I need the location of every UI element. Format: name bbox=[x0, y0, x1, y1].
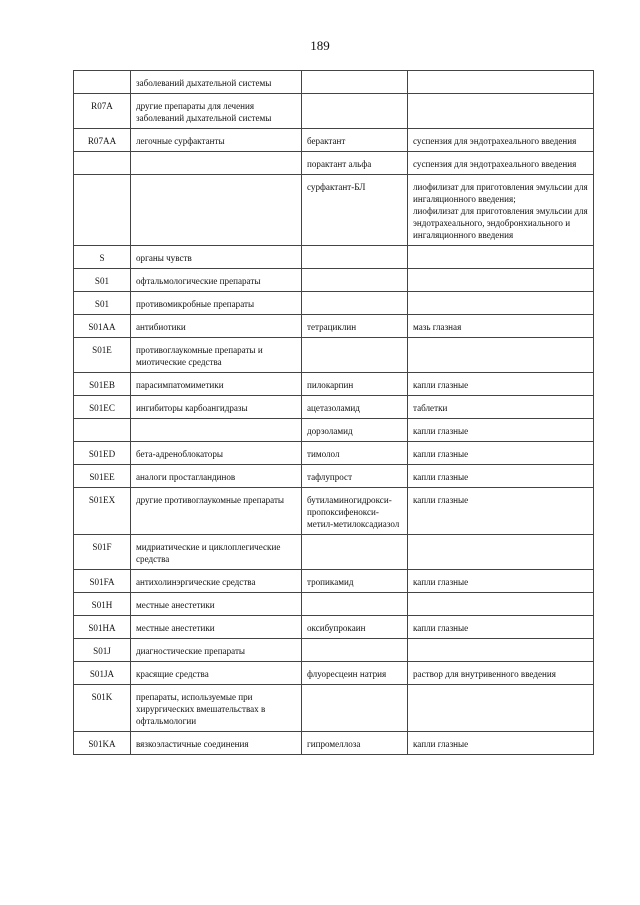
group-name-cell: противомикробные препараты bbox=[131, 292, 302, 315]
table-row bbox=[74, 732, 594, 755]
table-row bbox=[74, 535, 594, 570]
dosage-form-cell bbox=[408, 292, 594, 315]
dosage-form-cell bbox=[408, 593, 594, 616]
atc-code-cell bbox=[74, 152, 131, 175]
atc-code-cell: R07A bbox=[74, 94, 131, 129]
table-row bbox=[74, 94, 594, 129]
drug-name-cell: ацетазоламид bbox=[302, 396, 408, 419]
group-name-cell: аналоги простагландинов bbox=[131, 465, 302, 488]
group-name-cell: ингибиторы карбоангидразы bbox=[131, 396, 302, 419]
atc-code-cell: S01AA bbox=[74, 315, 131, 338]
group-name-cell: местные анестетики bbox=[131, 593, 302, 616]
table-row bbox=[74, 488, 594, 535]
page-number: 189 bbox=[310, 38, 330, 53]
dosage-form-cell bbox=[408, 639, 594, 662]
dosage-form-cell: капли глазные bbox=[408, 465, 594, 488]
table-row bbox=[74, 373, 594, 396]
atc-code-cell: S01KA bbox=[74, 732, 131, 755]
group-name-cell: другие препараты для лечения заболеваний дыхательной системы bbox=[131, 94, 302, 129]
atc-code-cell: S01EC bbox=[74, 396, 131, 419]
atc-code-cell: S01EE bbox=[74, 465, 131, 488]
atc-code-cell: S01 bbox=[74, 269, 131, 292]
atc-code-cell: S01ED bbox=[74, 442, 131, 465]
drug-name-cell: оксибупрокаин bbox=[302, 616, 408, 639]
table-row bbox=[74, 71, 594, 94]
dosage-form-cell: таблетки bbox=[408, 396, 594, 419]
group-name-cell: антибиотики bbox=[131, 315, 302, 338]
table-row bbox=[74, 419, 594, 442]
atc-code-cell: S01FA bbox=[74, 570, 131, 593]
atc-code-cell: S01EX bbox=[74, 488, 131, 535]
drug-name-cell: берактант bbox=[302, 129, 408, 152]
group-name-cell: офтальмологические препараты bbox=[131, 269, 302, 292]
medication-table bbox=[73, 70, 594, 755]
drug-name-cell: дорзоламид bbox=[302, 419, 408, 442]
table-row bbox=[74, 315, 594, 338]
dosage-form-cell bbox=[408, 685, 594, 732]
drug-name-cell bbox=[302, 292, 408, 315]
drug-name-cell bbox=[302, 94, 408, 129]
atc-code-cell: S01K bbox=[74, 685, 131, 732]
atc-code-cell: S01JA bbox=[74, 662, 131, 685]
group-name-cell: противоглаукомные препараты и миотические средства bbox=[131, 338, 302, 373]
group-name-cell: бета-адреноблокаторы bbox=[131, 442, 302, 465]
dosage-form-cell: мазь глазная bbox=[408, 315, 594, 338]
drug-name-cell: тетрациклин bbox=[302, 315, 408, 338]
group-name-cell bbox=[131, 152, 302, 175]
atc-code-cell bbox=[74, 175, 131, 246]
table-row bbox=[74, 269, 594, 292]
dosage-form-cell bbox=[408, 269, 594, 292]
drug-name-cell bbox=[302, 269, 408, 292]
atc-code-cell: S01E bbox=[74, 338, 131, 373]
atc-code-cell: S01F bbox=[74, 535, 131, 570]
dosage-form-cell: суспензия для эндотрахеального введения bbox=[408, 152, 594, 175]
drug-name-cell bbox=[302, 639, 408, 662]
dosage-form-cell: капли глазные bbox=[408, 732, 594, 755]
group-name-cell: заболеваний дыхательной системы bbox=[131, 71, 302, 94]
table-row bbox=[74, 465, 594, 488]
dosage-form-cell: раствор для внутривенного введения bbox=[408, 662, 594, 685]
atc-code-cell: R07AA bbox=[74, 129, 131, 152]
dosage-form-cell: лиофилизат для приготовления эмульсии для ингаляционного введения; лиофилизат для приготовления эмульсии для эндотрахеального, эндобронхиального и ингаляционного введения bbox=[408, 175, 594, 246]
dosage-form-cell bbox=[408, 535, 594, 570]
group-name-cell: антихолинэргические средства bbox=[131, 570, 302, 593]
group-name-cell: вязкоэластичные соединения bbox=[131, 732, 302, 755]
table-row bbox=[74, 175, 594, 246]
atc-code-cell: S01HA bbox=[74, 616, 131, 639]
dosage-form-cell bbox=[408, 338, 594, 373]
table-row bbox=[74, 570, 594, 593]
drug-name-cell: порактант альфа bbox=[302, 152, 408, 175]
drug-name-cell: сурфактант-БЛ bbox=[302, 175, 408, 246]
drug-name-cell: тимолол bbox=[302, 442, 408, 465]
group-name-cell: препараты, используемые при хирургических вмешательствах в офтальмологии bbox=[131, 685, 302, 732]
dosage-form-cell: капли глазные bbox=[408, 616, 594, 639]
drug-name-cell bbox=[302, 71, 408, 94]
group-name-cell: другие противоглаукомные препараты bbox=[131, 488, 302, 535]
atc-code-cell: S01EB bbox=[74, 373, 131, 396]
dosage-form-cell: капли глазные bbox=[408, 419, 594, 442]
drug-name-cell bbox=[302, 593, 408, 616]
group-name-cell bbox=[131, 175, 302, 246]
atc-code-cell bbox=[74, 71, 131, 94]
atc-code-cell: S01H bbox=[74, 593, 131, 616]
table-row bbox=[74, 129, 594, 152]
dosage-form-cell bbox=[408, 71, 594, 94]
table-row bbox=[74, 616, 594, 639]
table-row bbox=[74, 152, 594, 175]
atc-code-cell: S01 bbox=[74, 292, 131, 315]
table-row bbox=[74, 442, 594, 465]
dosage-form-cell: капли глазные bbox=[408, 488, 594, 535]
group-name-cell: мидриатические и циклоплегические средства bbox=[131, 535, 302, 570]
group-name-cell bbox=[131, 419, 302, 442]
dosage-form-cell bbox=[408, 94, 594, 129]
table-row bbox=[74, 639, 594, 662]
table-row bbox=[74, 246, 594, 269]
drug-name-cell bbox=[302, 685, 408, 732]
drug-name-cell bbox=[302, 246, 408, 269]
drug-name-cell: тафлупрост bbox=[302, 465, 408, 488]
dosage-form-cell: капли глазные bbox=[408, 442, 594, 465]
medication-table-body bbox=[74, 71, 594, 755]
group-name-cell: парасимпатомиметики bbox=[131, 373, 302, 396]
drug-name-cell bbox=[302, 535, 408, 570]
group-name-cell: органы чувств bbox=[131, 246, 302, 269]
table-row bbox=[74, 338, 594, 373]
drug-name-cell: гипромеллоза bbox=[302, 732, 408, 755]
dosage-form-cell: капли глазные bbox=[408, 373, 594, 396]
group-name-cell: местные анестетики bbox=[131, 616, 302, 639]
group-name-cell: красящие средства bbox=[131, 662, 302, 685]
table-row bbox=[74, 593, 594, 616]
group-name-cell: легочные сурфактанты bbox=[131, 129, 302, 152]
table-row bbox=[74, 662, 594, 685]
table-row bbox=[74, 396, 594, 419]
table-row bbox=[74, 685, 594, 732]
group-name-cell: диагностические препараты bbox=[131, 639, 302, 662]
table-row bbox=[74, 292, 594, 315]
dosage-form-cell bbox=[408, 246, 594, 269]
atc-code-cell: S01J bbox=[74, 639, 131, 662]
dosage-form-cell: капли глазные bbox=[408, 570, 594, 593]
dosage-form-cell: суспензия для эндотрахеального введения bbox=[408, 129, 594, 152]
drug-name-cell: флуоресцеин натрия bbox=[302, 662, 408, 685]
atc-code-cell bbox=[74, 419, 131, 442]
drug-name-cell: бутиламиногидрокси-пропоксифенокси-метил-метилоксадиазол bbox=[302, 488, 408, 535]
drug-name-cell: тропикамид bbox=[302, 570, 408, 593]
atc-code-cell: S bbox=[74, 246, 131, 269]
drug-name-cell bbox=[302, 338, 408, 373]
drug-name-cell: пилокарпин bbox=[302, 373, 408, 396]
